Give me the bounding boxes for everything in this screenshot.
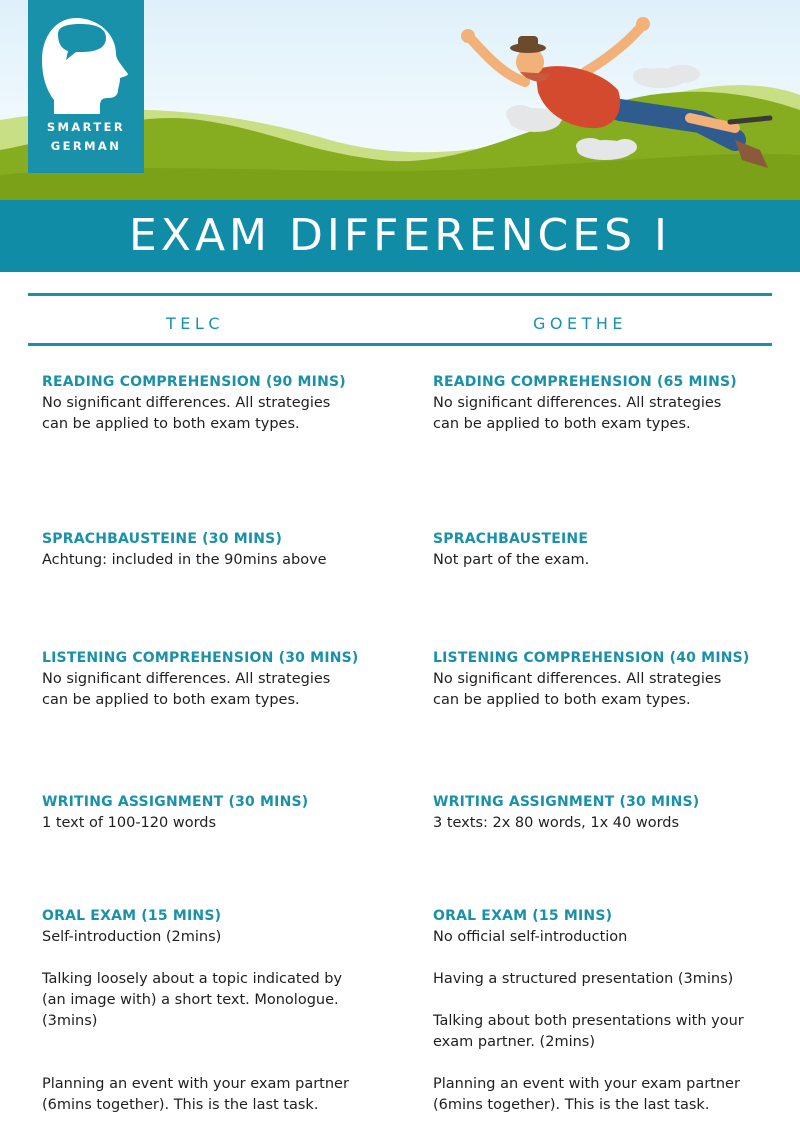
divider-bottom: [28, 343, 772, 346]
section-text: No significant differences. All strategies can be applied to both exam types.: [433, 395, 722, 432]
telc-reading-section: [42, 372, 402, 435]
section-heading: LISTENING COMPREHENSION (40 MINS): [433, 650, 750, 666]
goethe-reading-section: [433, 372, 793, 435]
column-header-goethe: GOETHE: [532, 314, 627, 333]
telc-listening-section: [42, 648, 402, 711]
section-text: No official self-introduction: [433, 929, 628, 945]
section-heading: ORAL EXAM (15 MINS): [42, 908, 222, 924]
goethe-writing-section: [433, 792, 793, 834]
section-heading: ORAL EXAM (15 MINS): [433, 908, 613, 924]
page-title: EXAM DIFFERENCES I: [0, 200, 800, 272]
goethe-oral-section: [433, 906, 793, 1116]
section-text: Talking about both presentations with your exam partner. (2mins): [433, 1013, 744, 1050]
section-text: Having a structured presentation (3mins): [433, 971, 734, 987]
cloud: [633, 65, 700, 88]
brand-logo[interactable]: [28, 0, 144, 173]
goethe-listening-section: [433, 648, 793, 711]
section-text: Achtung: included in the 90mins above: [42, 552, 327, 568]
section-text: No significant differences. All strategies can be applied to both exam types.: [433, 671, 722, 708]
section-text: No significant differences. All strategies can be applied to both exam types.: [42, 671, 331, 708]
section-text: Self-introduction (2mins): [42, 929, 222, 945]
brand-name-line1: SMARTER: [46, 120, 126, 134]
brand-name-line2: GERMAN: [50, 139, 122, 153]
section-heading: WRITING ASSIGNMENT (30 MINS): [433, 794, 700, 810]
telc-writing-section: [42, 792, 402, 834]
section-heading: SPRACHBAUSTEINE: [433, 531, 589, 547]
hero-illustration: [0, 0, 800, 200]
telc-sprachbausteine-section: [42, 529, 402, 571]
head-speech-bubble-icon: [42, 14, 130, 114]
section-heading: WRITING ASSIGNMENT (30 MINS): [42, 794, 309, 810]
section-text: Talking loosely about a topic indicated by (an image with) a short text. Monologue. (3mins): [42, 971, 343, 1029]
section-text: Not part of the exam.: [433, 552, 590, 568]
section-text: 3 texts: 2x 80 words, 1x 40 words: [433, 815, 680, 831]
section-heading: READING COMPREHENSION (65 MINS): [433, 374, 737, 390]
section-text: Planning an event with your exam partner (6mins together). This is the last task.: [42, 1076, 349, 1113]
goethe-sprachbausteine-section: [433, 529, 793, 571]
divider-top: [28, 293, 772, 296]
section-text: Planning an event with your exam partner (6mins together). This is the last task.: [433, 1076, 740, 1113]
section-text: 1 text of 100-120 words: [42, 815, 217, 831]
section-heading: SPRACHBAUSTEINE (30 MINS): [42, 531, 283, 547]
telc-oral-section: [42, 906, 402, 1116]
section-text: No significant differences. All strategies can be applied to both exam types.: [42, 395, 331, 432]
section-heading: LISTENING COMPREHENSION (30 MINS): [42, 650, 359, 666]
column-header-telc: TELC: [166, 314, 224, 333]
section-heading: READING COMPREHENSION (90 MINS): [42, 374, 346, 390]
